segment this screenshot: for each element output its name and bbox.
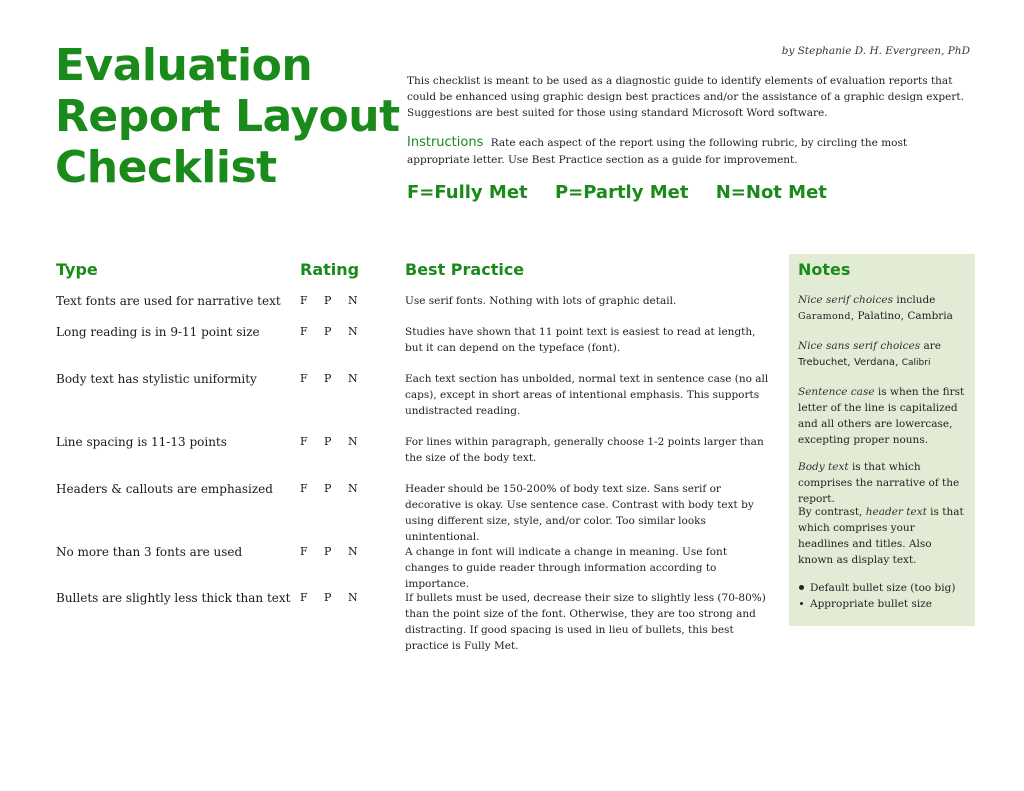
- row-best-practice: Each text section has unbolded, normal text in sentence case (no all caps), except in short areas of intentional emphasis. This supports undistracted reading.: [405, 373, 769, 417]
- rating-f[interactable]: F: [300, 372, 308, 385]
- font-palatino: Palatino: [857, 310, 901, 322]
- bullet-example-default: [798, 580, 968, 596]
- font-trebuchet: Trebuchet: [798, 357, 848, 368]
- rating-scale: [407, 182, 848, 203]
- note-header-pre: By contrast,: [798, 506, 866, 518]
- rating-n[interactable]: N: [348, 372, 358, 385]
- row-type: Bullets are slightly less thick than text: [56, 591, 291, 605]
- rating-f[interactable]: F: [300, 435, 308, 448]
- rating-n[interactable]: N: [348, 294, 358, 307]
- title-line-1: Evaluation: [55, 40, 313, 91]
- rating-f[interactable]: F: [300, 545, 308, 558]
- row-type: Body text has stylistic uniformity: [56, 372, 257, 386]
- row-rating: [300, 590, 372, 606]
- rating-f[interactable]: F: [300, 482, 308, 495]
- rating-n[interactable]: N: [348, 482, 358, 495]
- header-type: Type: [56, 260, 98, 279]
- bullet-small-icon: [800, 602, 803, 605]
- row-type: Text fonts are used for narrative text: [56, 294, 281, 308]
- bullet-example-appropriate: [798, 596, 968, 612]
- rating-n[interactable]: N: [348, 591, 358, 604]
- row-rating: [300, 324, 372, 340]
- row-best-practice: A change in font will indicate a change in meaning. Use font changes to guide reader through information according to importance.: [405, 546, 728, 590]
- row-best-practice: Studies have shown that 11 point text is easiest to read at length, but it can depend on the typeface (font).: [405, 326, 756, 354]
- note-sans: Nice sans serif choices are Trebuchet, Verdana, Calibri: [798, 340, 941, 368]
- bullet-appropriate-label: Appropriate bullet size: [810, 598, 932, 610]
- bullet-large-icon: [799, 585, 804, 590]
- note-sans-term: Nice sans serif choices: [798, 340, 921, 352]
- font-cambria: Cambria: [907, 310, 953, 322]
- note-body-term: Body text: [798, 461, 849, 473]
- instructions: [407, 134, 972, 169]
- rating-f[interactable]: F: [300, 294, 308, 307]
- rating-p[interactable]: P: [324, 591, 332, 604]
- author-byline: by Stephanie D. H. Evergreen, PhD: [781, 45, 970, 57]
- note-sans-rest: are: [920, 340, 941, 352]
- note-serif: Nice serif choices include Garamond, Palatino, Cambria: [798, 294, 953, 322]
- row-rating: [300, 544, 372, 560]
- row-type: Long reading is in 9-11 point size: [56, 325, 260, 339]
- font-verdana: Verdana: [853, 357, 896, 368]
- rating-p[interactable]: P: [324, 372, 332, 385]
- rating-n[interactable]: N: [348, 435, 358, 448]
- row-best-practice: Header should be 150-200% of body text size. Sans serif or decorative is okay. Use sentence case. Contrast with body text by using different size, style, and/or color. Too similar looks unintentional.: [405, 483, 754, 543]
- note-body-text: [798, 459, 968, 507]
- rating-p[interactable]: P: [324, 294, 332, 307]
- note-serif-term: Nice serif choices: [798, 294, 893, 306]
- row-type: No more than 3 fonts are used: [56, 545, 243, 559]
- rating-p[interactable]: P: [324, 545, 332, 558]
- scale-fully-met: F=Fully Met: [407, 182, 528, 203]
- rating-p[interactable]: P: [324, 482, 332, 495]
- scale-partly-met: P=Partly Met: [554, 182, 689, 203]
- scale-not-met: N=Not Met: [715, 182, 827, 203]
- header-rating: Rating: [300, 260, 360, 279]
- row-rating: [300, 371, 372, 387]
- intro-paragraph: This checklist is meant to be used as a diagnostic guide to identify elements of evaluation reports that could be enhanced using graphic design best practices and/or the assistance of a graphic design expert. Suggestions are best suited for those using standard Microsoft Word software.: [407, 75, 964, 119]
- title-line-3: Checklist: [55, 142, 277, 193]
- page-title: [55, 40, 400, 193]
- note-header-text: [798, 504, 968, 568]
- note-header-rest: is that which comprises your headlines and titles. Also known as display text.: [798, 506, 964, 566]
- rating-n[interactable]: N: [348, 325, 358, 338]
- rating-f[interactable]: F: [300, 591, 308, 604]
- bullet-default-label: Default bullet size (too big): [810, 582, 956, 594]
- title-line-2: Report Layout: [55, 91, 400, 142]
- instructions-text: Rate each aspect of the report using the following rubric, by circling the most appropriate letter. Use Best Practice section as a guide for improvement.: [407, 137, 908, 166]
- instructions-label: Instructions: [407, 135, 484, 150]
- row-type: Headers & callouts are emphasized: [56, 482, 273, 496]
- row-rating: [300, 481, 372, 497]
- note-header-term: header text: [865, 506, 927, 518]
- header-best-practice: Best Practice: [405, 260, 525, 279]
- row-best-practice: If bullets must be used, decrease their size to slightly less (70-80%) than the point size of the font. Otherwise, they are too strong and distracting. If good spacing is used in lieu of bullets, this best practice is Fully Met.: [405, 592, 766, 652]
- notes-panel: [789, 254, 975, 626]
- font-calibri: Calibri: [901, 358, 931, 368]
- rating-p[interactable]: P: [324, 325, 332, 338]
- rating-n[interactable]: N: [348, 545, 358, 558]
- note-body-rest: is that which comprises the narrative of the report.: [798, 461, 960, 505]
- row-rating: [300, 434, 372, 450]
- rating-f[interactable]: F: [300, 325, 308, 338]
- note-sentence-case: [798, 384, 968, 448]
- row-rating: [300, 293, 372, 309]
- rating-p[interactable]: P: [324, 435, 332, 448]
- row-best-practice: For lines within paragraph, generally choose 1-2 points larger than the size of the body text.: [405, 436, 764, 464]
- row-best-practice: Use serif fonts. Nothing with lots of graphic detail.: [405, 295, 677, 307]
- note-serif-rest: include: [893, 294, 936, 306]
- note-sentence-rest: is when the first letter of the line is capitalized and all others are lowercase, excepting proper nouns.: [798, 386, 965, 446]
- note-sentence-term: Sentence case: [798, 386, 875, 398]
- font-garamond: Garamond: [798, 311, 851, 322]
- notes-heading: Notes: [798, 260, 851, 279]
- row-type: Line spacing is 11-13 points: [56, 435, 227, 449]
